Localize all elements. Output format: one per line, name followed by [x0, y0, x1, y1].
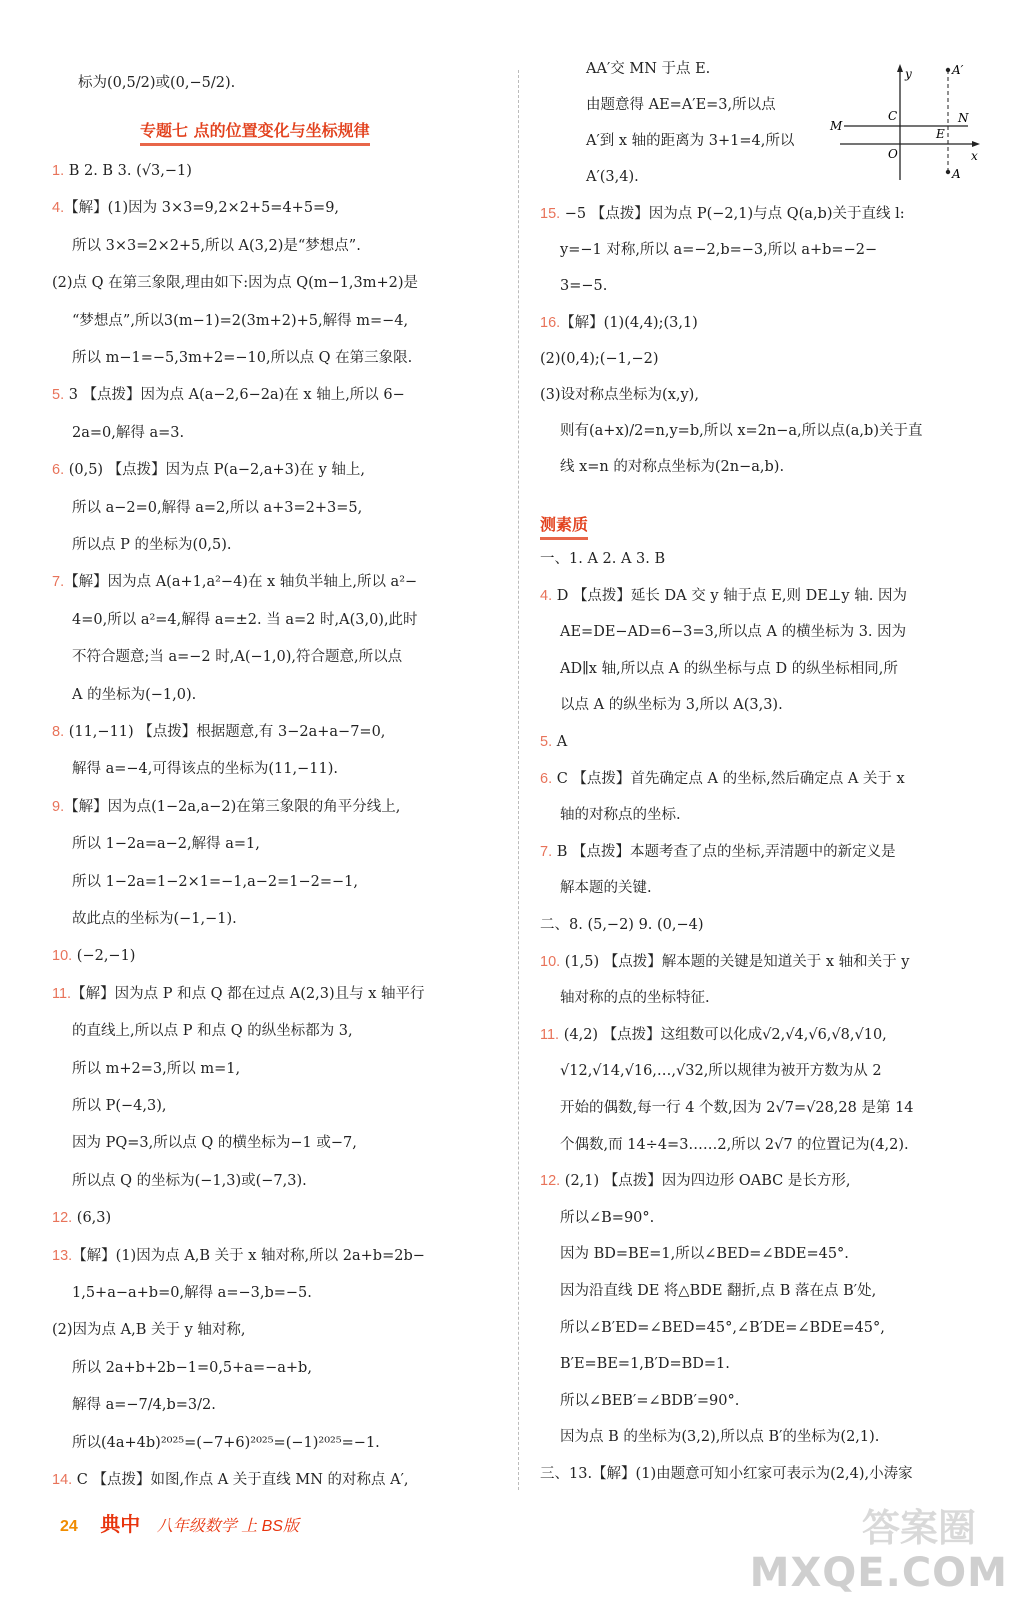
item-number: 13.	[52, 1247, 73, 1264]
left-intro: 标为(0,5/2)或(0,−5/2).	[78, 75, 236, 91]
text-line: AE=DE−AD=6−3=3,所以点 A 的横坐标为 3. 因为	[560, 624, 907, 641]
watermark-bottom: MXQE.COM	[749, 1550, 1008, 1596]
text-line: 10. (1,5) 【点拨】解本题的关键是知道关于 x 轴和关于 y	[540, 953, 910, 970]
page-number: 24	[60, 1518, 78, 1535]
text-line: 所以 m+2=3,所以 m=1,	[72, 1060, 241, 1077]
text-line: 11.【解】因为点 P 和点 Q 都在过点 A(2,3)且与 x 轴平行	[52, 985, 425, 1002]
text-line: 13.【解】(1)因为点 A,B 关于 x 轴对称,所以 2a+b=2b−	[52, 1247, 425, 1264]
text-line: (2)因为点 A,B 关于 y 轴对称,	[52, 1322, 246, 1339]
text-line: 2a=0,解得 a=3.	[72, 424, 185, 441]
text-line: A′(3,4).	[586, 169, 639, 185]
text-line: 所以∠B=90°.	[560, 1209, 655, 1226]
text-line: 4. D 【点拨】延长 DA 交 y 轴于点 E,则 DE⊥y 轴. 因为	[540, 587, 907, 604]
text-line: 5. 3 【点拨】因为点 A(a−2,6−2a)在 x 轴上,所以 6−	[52, 387, 405, 404]
point-a-prime	[946, 68, 950, 72]
fig-label-x: x	[971, 149, 978, 163]
text-line: y=−1 对称,所以 a=−2,b=−3,所以 a+b=−2−	[560, 242, 878, 259]
fig-label-m: M	[830, 119, 843, 133]
text-line: 解本题的关键.	[560, 880, 652, 897]
x-axis-arrow	[972, 141, 980, 147]
coordinate-figure	[826, 60, 986, 190]
point-a	[946, 170, 950, 174]
watermark-top: 答案圈	[861, 1506, 976, 1550]
text-line: 所以 3×3=2×2+5,所以 A(3,2)是“梦想点”.	[72, 237, 361, 254]
page-footer	[60, 1508, 299, 1537]
text-line: AA′交 MN 于点 E.	[586, 61, 711, 77]
fig-label-e: E	[936, 127, 945, 141]
text-line: 9.【解】因为点(1−2a,a−2)在第三象限的角平分线上,	[52, 798, 401, 815]
text-line: 3=−5.	[560, 278, 608, 295]
text-line: 7.【解】因为点 A(a+1,a²−4)在 x 轴负半轴上,所以 a²−	[52, 574, 418, 591]
item-number: 15.	[540, 206, 561, 222]
text-line: 12. (6,3)	[52, 1210, 112, 1227]
item-number: 10.	[52, 948, 73, 965]
text-line: (2)点 Q 在第三象限,理由如下:因为点 Q(m−1,3m+2)是	[52, 275, 419, 292]
text-line: √12,√14,√16,…,√32,所以规律为被开方数为从 2	[560, 1063, 882, 1080]
text-line: 个偶数,而 14÷4=3……2,所以 2√7 的位置记为(4,2).	[560, 1136, 909, 1153]
item-number: 12.	[52, 1210, 73, 1227]
item-number: 14.	[52, 1472, 73, 1488]
text-line: 因为沿直线 DE 将△BDE 翻折,点 B 落在点 B′处,	[560, 1283, 877, 1299]
text-line: 所以点 Q 的坐标为(−1,3)或(−7,3).	[72, 1172, 307, 1189]
left-section-title: 专题七 点的位置变化与坐标规律	[140, 118, 370, 141]
item-number: 11.	[540, 1026, 560, 1043]
text-line: 12. (2,1) 【点拨】因为四边形 OABC 是长方形,	[540, 1173, 851, 1190]
fig-label-y: y	[905, 67, 912, 81]
fig-label-c: C	[888, 109, 898, 123]
item-number: 5.	[52, 387, 65, 404]
text-line: 6. (0,5) 【点拨】因为点 P(a−2,a+3)在 y 轴上,	[52, 462, 366, 479]
text-line: 故此点的坐标为(−1,−1).	[72, 911, 237, 927]
text-line: 所以 P(−4,3),	[72, 1098, 167, 1114]
text-line: 所以∠BEB′=∠BDB′=90°.	[560, 1392, 740, 1409]
text-line: 因为点 B 的坐标为(3,2),所以点 B′的坐标为(2,1).	[560, 1429, 880, 1446]
text-line: 因为 PQ=3,所以点 Q 的横坐标为−1 或−7,	[72, 1135, 357, 1152]
item-number: 8.	[52, 724, 65, 740]
item-number: 4.	[52, 200, 65, 217]
text-line: A 的坐标为(−1,0).	[72, 686, 197, 703]
text-line: 所以 1−2a=1−2×1=−1,a−2=1−2=−1,	[72, 873, 359, 890]
text-line: “梦想点”,所以3(m−1)=2(3m+2)+5,解得 m=−4,	[72, 312, 409, 329]
text-line: 15. −5 【点拨】因为点 P(−2,1)与点 Q(a,b)关于直线 l:	[540, 206, 905, 222]
item-number: 16.	[540, 314, 561, 331]
text-line: 一、1. A 2. A 3. B	[540, 551, 666, 567]
text-line: 的直线上,所以点 P 和点 Q 的纵坐标都为 3,	[72, 1023, 353, 1040]
text-line: A′到 x 轴的距离为 3+1=4,所以	[586, 133, 795, 149]
item-number: 6.	[52, 462, 65, 479]
item-number: 5.	[540, 734, 553, 750]
brand-logo: 典中	[100, 1512, 141, 1536]
text-line: 解得 a=−7/4,b=3/2.	[72, 1397, 216, 1414]
text-line: (2)(0,4);(−1,−2)	[540, 350, 659, 367]
text-line: AD∥x 轴,所以点 A 的纵坐标与点 D 的纵坐标相同,所	[560, 660, 898, 677]
text-line: 所以 2a+b+2b−1=0,5+a=−a+b,	[72, 1359, 312, 1376]
text-line: 轴的对称点的坐标.	[560, 807, 681, 824]
text-line: 解得 a=−4,可得该点的坐标为(11,−11).	[72, 761, 338, 778]
text-line: 10. (−2,−1)	[52, 948, 136, 965]
text-line: 三、13.【解】(1)由题意可知小红家可表示为(2,4),小涛家	[540, 1466, 913, 1482]
text-line: 所以 m−1=−5,3m+2=−10,所以点 Q 在第三象限.	[72, 350, 413, 366]
text-line: 4=0,所以 a²=4,解得 a=±2. 当 a=2 时,A(3,0),此时	[72, 611, 418, 628]
book-subtitle: 八年级数学 上 BS版	[156, 1518, 299, 1535]
item-number: 1.	[52, 163, 65, 179]
text-line: 6. C 【点拨】首先确定点 A 的坐标,然后确定点 A 关于 x	[540, 770, 905, 787]
text-line: 14. C 【点拨】如图,作点 A 关于直线 MN 的对称点 A′,	[52, 1472, 409, 1488]
item-number: 6.	[540, 770, 553, 787]
item-number: 7.	[540, 843, 553, 860]
text-line: 由题意得 AE=A′E=3,所以点	[586, 97, 776, 113]
text-line: 则有(a+x)/2=n,y=b,所以 x=2n−a,所以点(a,b)关于直	[560, 423, 923, 440]
text-line: 8. (11,−11) 【点拨】根据题意,有 3−2a+a−7=0,	[52, 724, 386, 740]
text-line: 1,5+a−a+b=0,解得 a=−3,b=−5.	[72, 1285, 312, 1301]
text-line: 所以(4a+4b)²⁰²⁵=(−7+6)²⁰²⁵=(−1)²⁰²⁵=−1.	[72, 1434, 380, 1451]
item-number: 11.	[52, 985, 72, 1002]
text-line: 16.【解】(1)(4,4);(3,1)	[540, 314, 698, 331]
text-line: 所以∠B′ED=∠BED=45°,∠B′DE=∠BDE=45°,	[560, 1319, 885, 1336]
text-line: 二、8. (5,−2) 9. (0,−4)	[540, 917, 704, 933]
text-line: 1. B 2. B 3. (√3,−1)	[52, 163, 192, 179]
fig-label-n: N	[958, 111, 969, 125]
text-line: 所以 a−2=0,解得 a=2,所以 a+3=2+3=5,	[72, 499, 363, 516]
right-section-title: 测素质	[540, 512, 588, 535]
fig-label-a: A	[952, 167, 961, 181]
item-number: 10.	[540, 953, 561, 970]
item-number: 12.	[540, 1173, 561, 1190]
text-line: 线 x=n 的对称点坐标为(2n−a,b).	[560, 459, 785, 476]
item-number: 4.	[540, 587, 553, 604]
item-number: 7.	[52, 574, 65, 591]
text-line: 轴对称的点的坐标特征.	[560, 990, 710, 1007]
text-line: 所以点 P 的坐标为(0,5).	[72, 537, 232, 553]
fig-label-a-prime: A′	[952, 63, 964, 77]
column-divider	[518, 70, 519, 1490]
y-axis-arrow	[897, 64, 903, 72]
text-line: 7. B 【点拨】本题考查了点的坐标,弄清题中的新定义是	[540, 843, 896, 860]
text-line: 以点 A 的纵坐标为 3,所以 A(3,3).	[560, 697, 783, 714]
text-line: 因为 BD=BE=1,所以∠BED=∠BDE=45°.	[560, 1246, 849, 1263]
text-line: 4.【解】(1)因为 3×3=9,2×2+5=4+5=9,	[52, 200, 340, 217]
text-line: (3)设对称点坐标为(x,y),	[540, 387, 699, 403]
text-line: 开始的偶数,每一行 4 个数,因为 2√7=√28,28 是第 14	[560, 1100, 914, 1116]
text-line: 所以 1−2a=a−2,解得 a=1,	[72, 836, 260, 853]
text-line: B′E=BE=1,B′D=BD=1.	[560, 1356, 730, 1373]
fig-label-o: O	[888, 147, 898, 161]
text-line: 5. A	[540, 734, 568, 750]
item-number: 9.	[52, 798, 65, 815]
text-line: 11. (4,2) 【点拨】这组数可以化成√2,√4,√6,√8,√10,	[540, 1026, 887, 1043]
text-line: 不符合题意;当 a=−2 时,A(−1,0),符合题意,所以点	[72, 649, 403, 666]
